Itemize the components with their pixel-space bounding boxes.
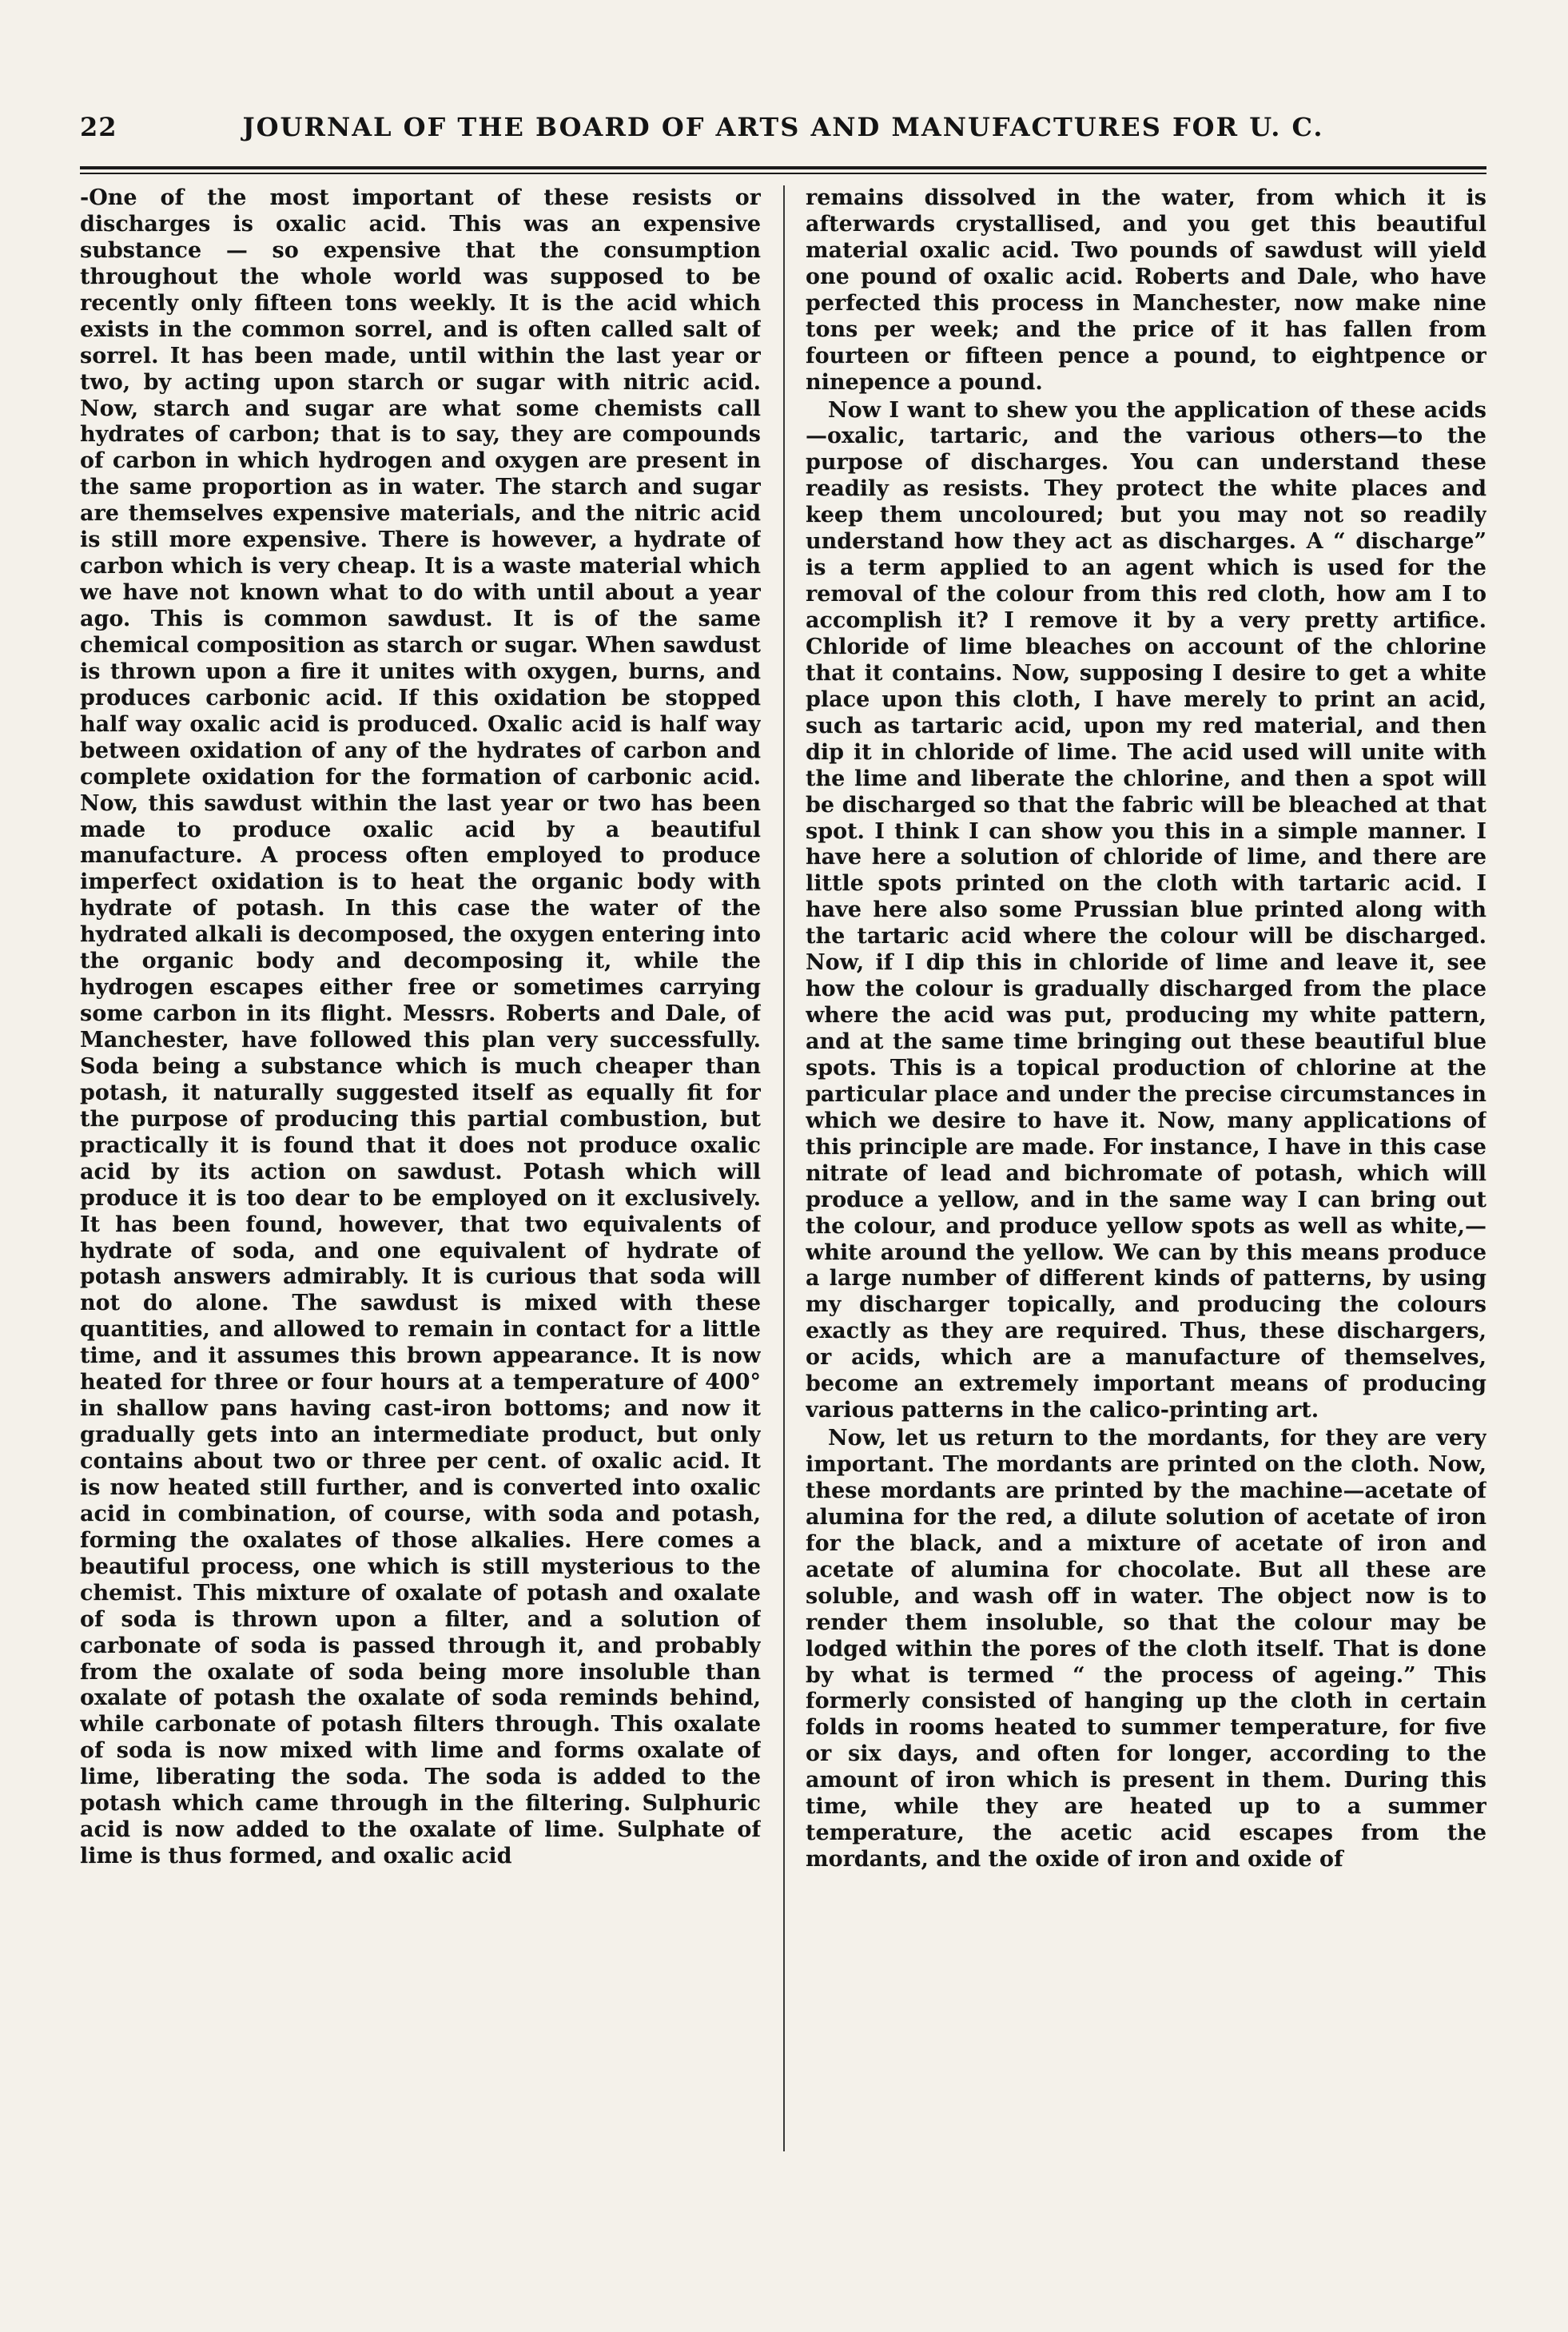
text-columns xyxy=(80,185,1486,2151)
column-divider xyxy=(783,185,785,2151)
right-column xyxy=(806,185,1486,2151)
paragraph: Now, let us return to the mordants, for they are very important. The mordants are printed on the cloth. Now, these mordants are printed by the machine—acetate of alumina for the red, a dilute solution of acetate of iron for the black, and a mixture of acetate of iron and acetate of alumina for chocolate. But all these are soluble, and wash off in water. The object now is to render them insoluble, so that the colour may be lodged within the pores of the cloth itself. That is done by what is termed “ the process of ageing.” This formerly consisted of hanging up the cloth in certain folds in rooms heated to summer temperature, for five or six days, and often for longer, according to the amount of iron which is present in them. During this time, while they are heated up to a summer temperature, the acetic acid escapes from the mordants, and the oxide of iron and oxide of xyxy=(806,1426,1486,1872)
paragraph: Now I want to shew you the application of these acids—oxalic, tartaric, and the various others—to the purpose of discharges. You can understand these readily as resists. They protect the white places and keep them uncoloured; but you may not so readily understand how they act as discharges. A “ discharge” is a term applied to an agent which is used for the removal of the colour from this red cloth, how am I to accomplish it? I remove it by a very pretty artifice. Chloride of lime bleaches on account of the chlorine that it contains. Now, supposing I desire to get a white place upon this cloth, I have merely to print an acid, such as tartaric acid, upon my red material, and then dip it in chloride of lime. The acid used will unite with the lime and liberate the chlorine, and then a spot will be discharged so that the fabric will be bleached at that spot. I think I can show you this in a simple manner. I have here a solution of chloride of lime, and there are little spots printed on the cloth with tartaric acid. I have here also some Prussian blue printed along with the tartaric acid where the colour will be discharged. Now, if I dip this in chloride of lime and leave it, see how the colour is gradually discharged from the place where the acid was put, producing my white pattern, and at the same time bringing out these beautiful blue spots. This is a topical production of chlorine at the particular place and under the precise circumstances in which we desire to have it. Now, many applications of this principle are made. For instance, I have in this case nitrate of lead and bichromate of potash, which will produce a yellow, and in the same way I can bring out the colour, and produce yellow spots as well as white,—white around the yellow. We can by this means produce a large number of different kinds of patterns, by using my discharger topically, and producing the colours exactly as they are required. Thus, these dischargers, or acids, which are a manufacture of themselves, become an extremely important means of producing various patterns in the calico-printing art. xyxy=(806,397,1486,1423)
left-column xyxy=(80,185,761,2151)
paragraph: -One of the most important of these resists or discharges is oxalic acid. This was an expensive substance — so expensive that the consumption throughout the whole world was supposed to be recently only fifteen tons weekly. It is the acid which exists in the common sorrel, and is often called salt of sorrel. It has been made, until within the last year or two, by acting upon starch or sugar with nitric acid. Now, starch and sugar are what some chemists call hydrates of carbon; that is to say, they are compounds of carbon in which hydrogen and oxygen are present in the same proportion as in water. The starch and sugar are themselves expensive materials, and the nitric acid is still more expensive. There is however, a hydrate of carbon which is very cheap. It is a waste material which we have not known what to do with until about a year ago. This is common sawdust. It is of the same chemical composition as starch or sugar. When sawdust is thrown upon a fire it unites with oxygen, burns, and produces carbonic acid. If this oxidation be stopped half way oxalic acid is produced. Oxalic acid is half way between oxidation of any of the hydrates of carbon and complete oxidation for the formation of carbonic acid. Now, this sawdust within the last year or two has been made to produce oxalic acid by a beautiful manufacture. A process often employed to produce imperfect oxidation is to heat the organic body with hydrate of potash. In this case the water of the hydrated alkali is decomposed, the oxygen entering into the organic body and decomposing it, while the hydrogen escapes either free or sometimes carrying some carbon in its flight. Messrs. Roberts and Dale, of Manchester, have followed this plan very successfully. Soda being a substance which is much cheaper than potash, it naturally suggested itself as equally fit for the purpose of producing this partial combustion, but practically it is found that it does not produce oxalic acid by its action on sawdust. Potash which will produce it is too dear to be employed on it exclusively. It has been found, however, that two equivalents of hydrate of soda, and one equivalent of hydrate of potash answers admirably. It is curious that soda will not do alone. The sawdust is mixed with these quantities, and allowed to remain in contact for a little time, and it assumes this brown appearance. It is now heated for three or four hours at a temperature of 400° in shallow pans having cast-iron bottoms; and now it gradually gets into an intermediate product, but only contains about two or three per cent. of oxalic acid. It is now heated still further, and is converted into oxalic acid in combination, of course, with soda and potash, forming the oxalates of those alkalies. Here comes a beautiful process, one which is still mysterious to the chemist. This mixture of oxalate of potash and oxalate of soda is thrown upon a filter, and a solution of carbonate of soda is passed through it, and probably from the oxalate of soda being more insoluble than oxalate of potash the oxalate of soda reminds behind, while carbonate of potash filters through. This oxalate of soda is now mixed with lime and forms oxalate of lime, liberating the soda. The soda is added to the potash which came through in the filtering. Sulphuric acid is now added to the oxalate of lime. Sulphate of lime is thus formed, and oxalic acid xyxy=(80,185,761,1869)
header-rule-thick xyxy=(80,166,1486,169)
page-number: 22 xyxy=(80,112,117,142)
header-rule-thin xyxy=(80,173,1486,174)
paragraph: remains dissolved in the water, from which it is afterwards crystallised, and you get this beautiful material oxalic acid. Two pounds of sawdust will yield one pound of oxalic acid. Roberts and Dale, who have perfected this process in Manchester, now make nine tons per week; and the price of it has fallen from fourteen or fifteen pence a pound, to eightpence or ninepence a pound. xyxy=(806,185,1486,395)
page-header xyxy=(80,112,1486,160)
running-title: JOURNAL OF THE BOARD OF ARTS AND MANUFACTURES FOR U. C. xyxy=(242,112,1324,142)
